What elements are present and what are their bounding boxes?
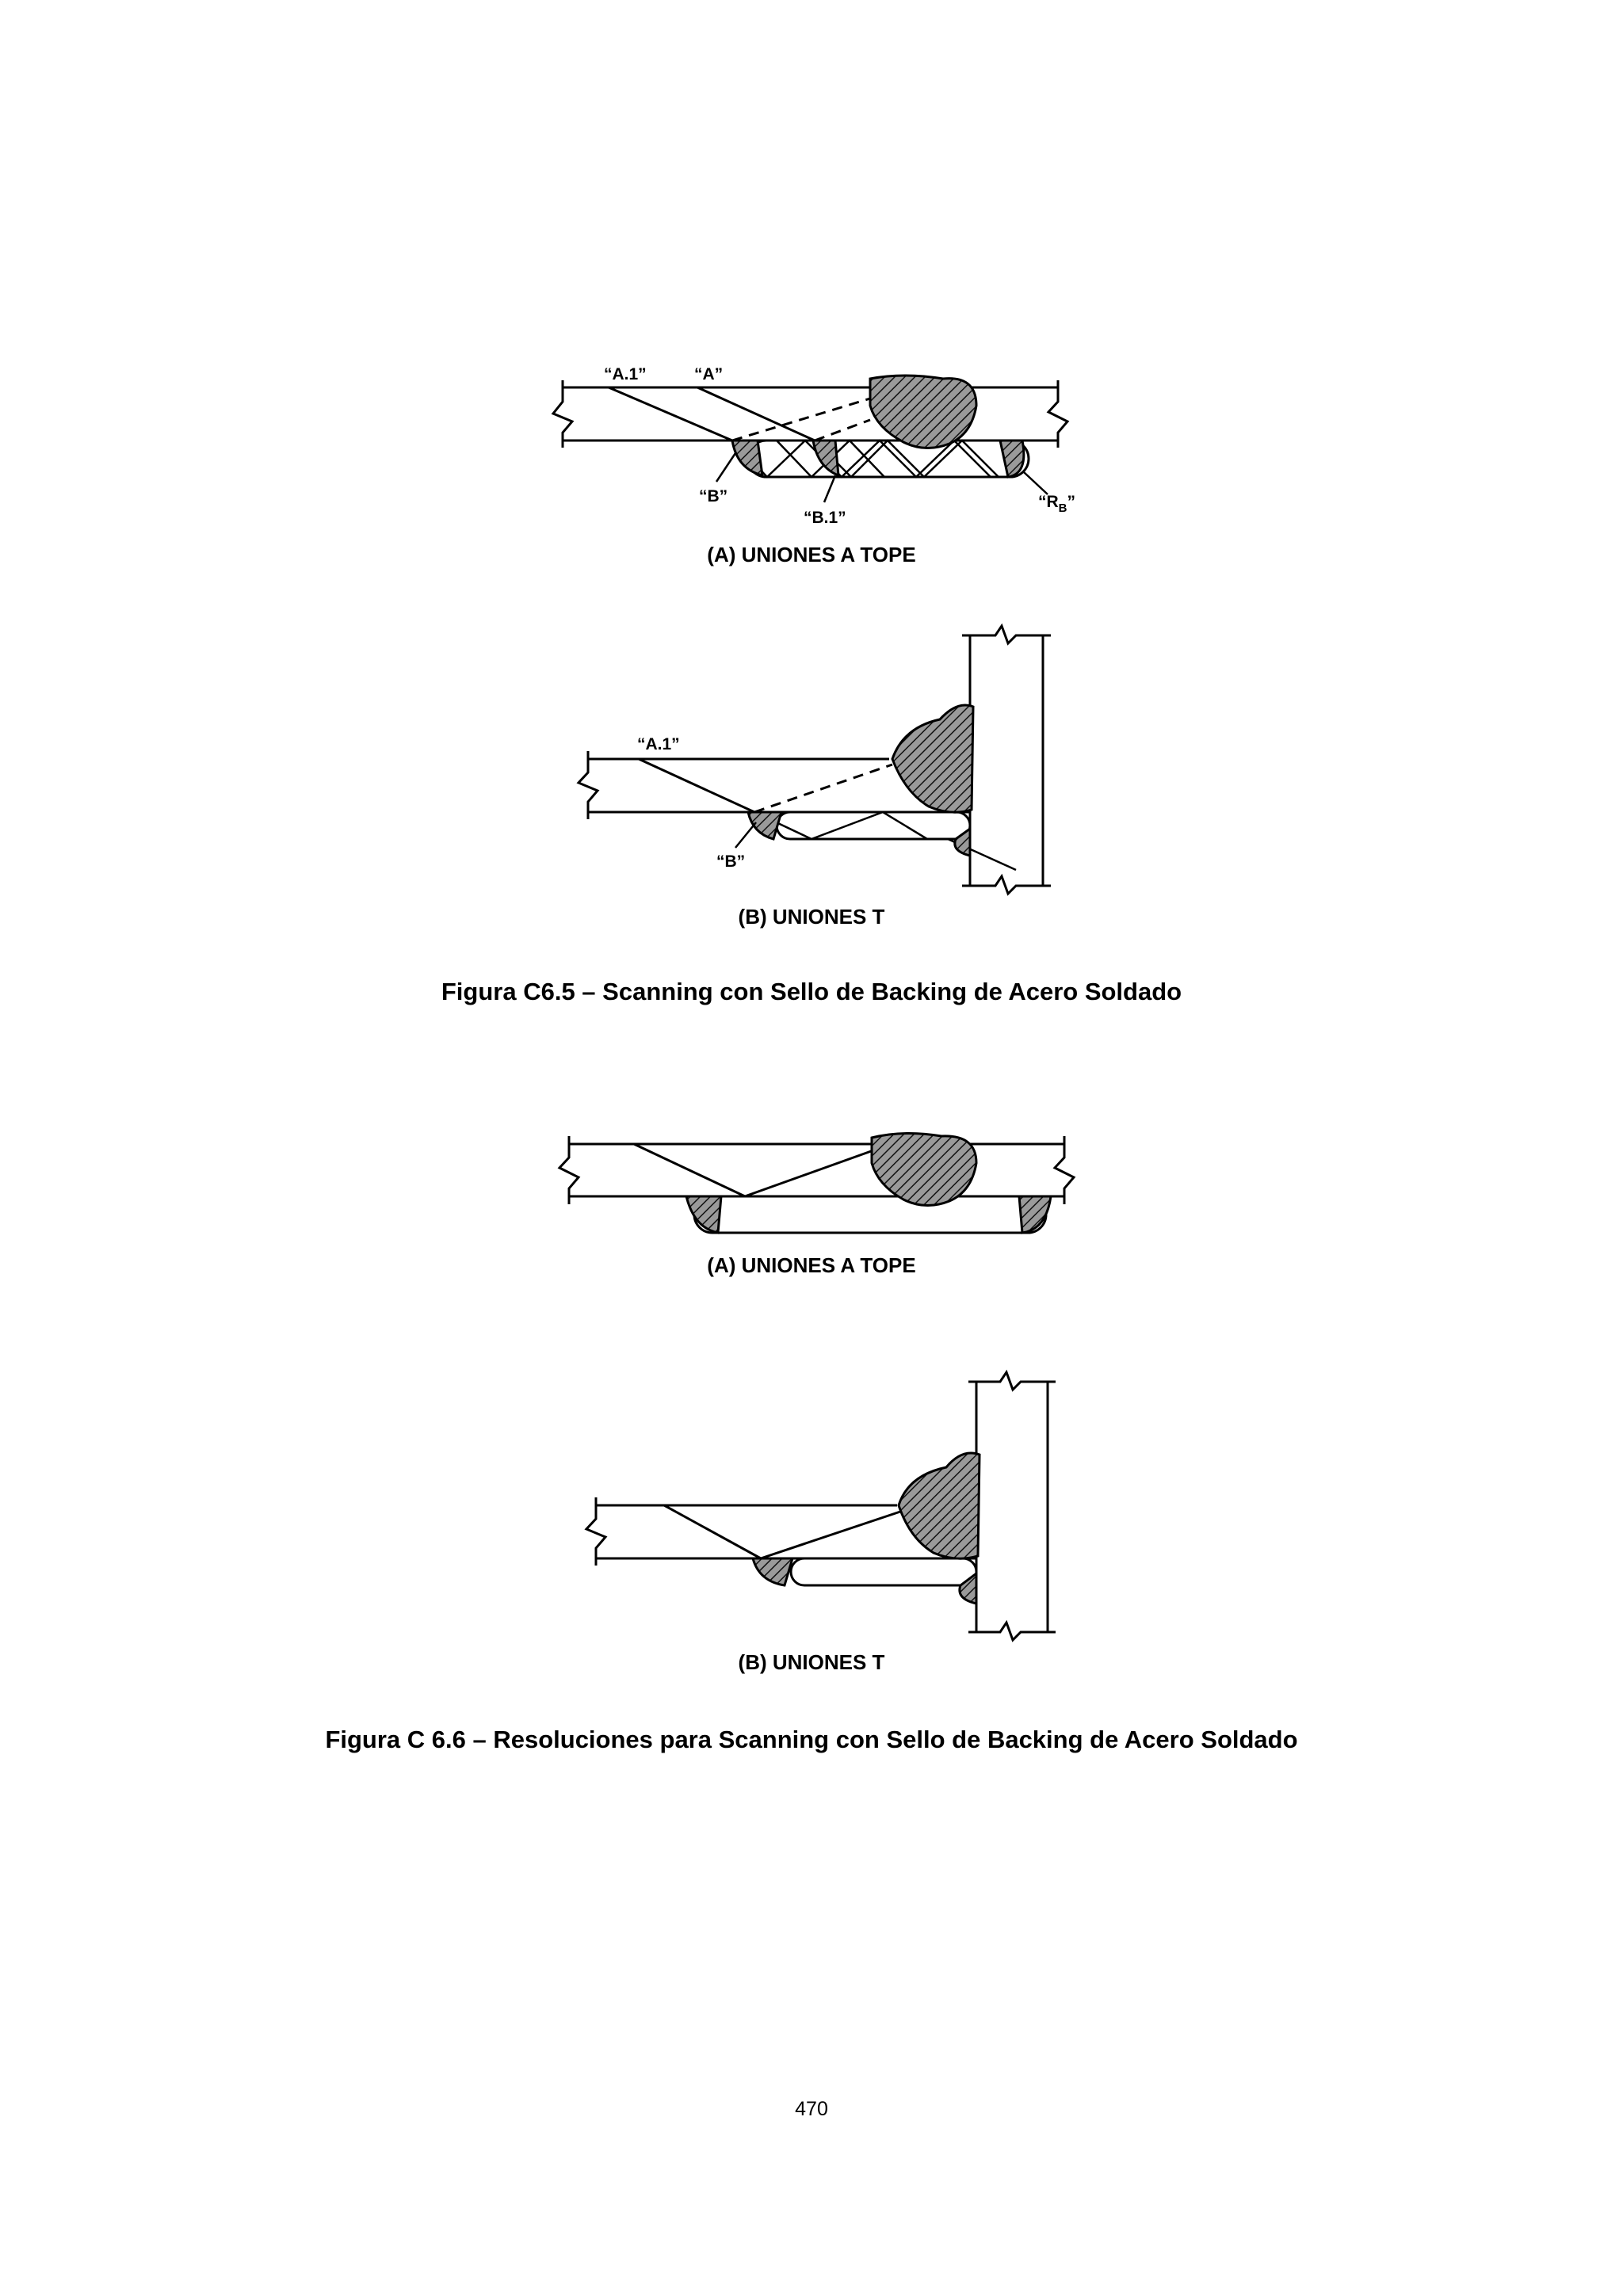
c66-butt-left-break-mark: [559, 1136, 579, 1204]
c65-figure-title: Figura C6.5 – Scanning con Sello de Backing de Acero Soldado: [441, 978, 1182, 1005]
c65-tee-label-a1: “A.1”: [637, 735, 680, 753]
c66-butt-sound-path-1: [634, 1144, 745, 1196]
c65-tee-seal-weld-right: [955, 829, 970, 856]
c65-tee-labels: [637, 735, 745, 871]
c65-label-b: “B”: [699, 487, 728, 505]
c66-tee-bottom-break-mark: [968, 1623, 1056, 1640]
c65-tee-dashed-path: [754, 765, 892, 812]
c65-tee-left-break-mark: [579, 751, 598, 819]
c65-butt-left-break-mark: [553, 380, 572, 448]
c66-butt-sound-path-2: [745, 1150, 873, 1196]
c66-tee-sound-path-1: [664, 1505, 761, 1558]
c65-tee-sound-path-a1: [639, 759, 754, 812]
c65-butt-caption: (A) UNIONES A TOPE: [707, 543, 916, 566]
c66-butt-joint-diagram: [559, 1133, 1074, 1233]
c65-tee-bottom-break-mark: [962, 876, 1051, 894]
c65-tee-joint-diagram: [579, 626, 1051, 894]
c65-label-a: “A”: [694, 365, 724, 383]
c66-tee-seal-weld-right: [960, 1573, 976, 1604]
c65-tee-groove-weld: [892, 705, 973, 812]
c65-butt-right-break-mark: [1048, 380, 1067, 448]
c65-butt-backing-bar: [748, 441, 1029, 477]
c66-tee-seal-weld-left: [753, 1558, 792, 1585]
c65-tee-label-b: “B”: [716, 852, 746, 871]
c66-tee-caption: (B) UNIONES T: [738, 1650, 885, 1674]
c65-butt-zigzag-path-1: [732, 441, 991, 477]
c65-label-rb: “$R_B$”: [1038, 493, 1076, 515]
c65-butt-leader-rb: [1024, 472, 1048, 494]
c65-tee-leader-b: [735, 822, 756, 848]
c65-butt-leader-b1: [824, 475, 835, 502]
c66-tee-left-break-mark: [586, 1497, 605, 1566]
c66-tee-top-break-mark: [968, 1372, 1056, 1390]
c65-butt-seal-weld-right: [1000, 441, 1024, 477]
c66-tee-groove-weld: [899, 1453, 980, 1558]
c65-label-a1: “A.1”: [604, 365, 647, 383]
c65-butt-zigzag-path-2: [815, 441, 999, 477]
c65-butt-dashed-path-2: [815, 420, 870, 441]
c65-butt-joint-diagram: [553, 376, 1067, 502]
c65-butt-groove-weld: [870, 376, 976, 448]
c65-butt-seal-weld-mid: [813, 441, 838, 475]
c65-label-b1: “B.1”: [804, 509, 846, 527]
c66-tee-joint-diagram: [586, 1372, 1056, 1640]
page-number: 470: [795, 2098, 828, 2120]
c66-tee-sound-path-2: [761, 1512, 900, 1558]
c66-butt-groove-weld: [872, 1133, 976, 1205]
c66-butt-seal-weld-left: [686, 1196, 721, 1233]
c65-butt-leader-b: [716, 453, 735, 482]
c66-butt-right-break-mark: [1055, 1136, 1074, 1204]
c66-butt-backing-bar: [694, 1196, 1046, 1233]
c65-tee-top-break-mark: [962, 626, 1051, 643]
c65-tee-caption: (B) UNIONES T: [738, 905, 885, 929]
c66-butt-seal-weld-right: [1019, 1196, 1051, 1233]
c66-butt-caption: (A) UNIONES A TOPE: [707, 1253, 916, 1277]
c66-tee-backing-bar: [791, 1558, 976, 1585]
c65-butt-seal-weld-left: [732, 441, 762, 475]
c66-figure-title: Figura C 6.6 – Resoluciones para Scanning con Sello de Backing de Acero Soldado: [325, 1726, 1298, 1753]
